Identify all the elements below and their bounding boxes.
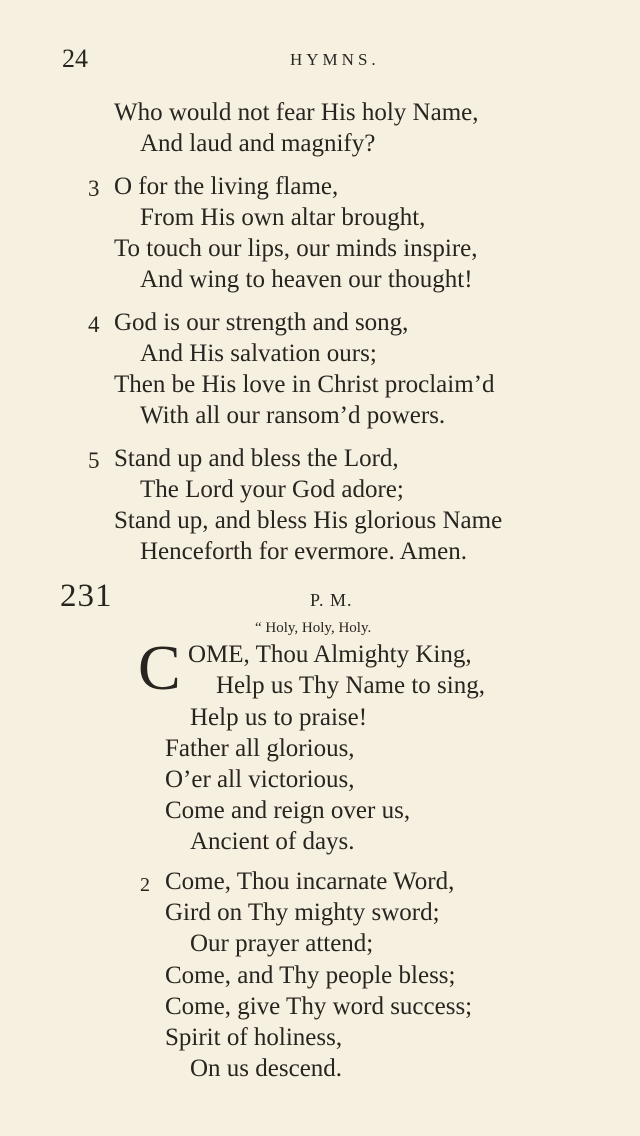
verse-line: To touch our lips, our minds inspire, [114, 235, 478, 262]
verse-line: And His salvation ours; [140, 340, 377, 367]
verse-line: Help us Thy Name to sing, [216, 672, 485, 699]
running-title: HYMNS. [290, 50, 380, 69]
verse-line: Come, and Thy people bless; [165, 962, 456, 989]
stanza-number: 4 [88, 312, 100, 337]
verse-line: Come and reign over us, [165, 797, 411, 824]
verse-line: The Lord your God adore; [140, 476, 404, 503]
verse-line: Then be His love in Christ proclaim’d [114, 371, 495, 398]
verse-line: And laud and magnify? [140, 130, 376, 157]
verse-line: O’er all victorious, [165, 766, 355, 793]
verse-line: Our prayer attend; [190, 930, 374, 957]
hymn-number: 231 [60, 578, 113, 614]
verse-line: OME, Thou Almighty King, [188, 641, 472, 668]
verse-line: On us descend. [190, 1055, 343, 1082]
verse-line: Spirit of holiness, [165, 1024, 343, 1051]
verse-line: And wing to heaven our thought! [140, 266, 473, 293]
verse-line: Who would not fear His holy Name, [114, 99, 479, 126]
verse-line: Gird on Thy mighty sword; [165, 899, 440, 926]
verse-line: Stand up, and bless His glorious Name [114, 507, 503, 534]
verse-line: Stand up and bless the Lord, [114, 445, 399, 472]
hymn-meter: P. M. [310, 590, 353, 610]
verse-line: With all our ransom’d powers. [140, 402, 446, 429]
verse-line: From His own altar brought, [140, 204, 426, 231]
verse-line: Come, Thou incarnate Word, [165, 868, 455, 895]
drop-cap: C [138, 632, 181, 703]
stanza-number: 5 [88, 448, 100, 473]
verse-line: God is our strength and song, [114, 309, 409, 336]
stanza-number: 2 [140, 874, 150, 896]
verse-line: Ancient of days. [190, 828, 355, 855]
verse-line: Father all glorious, [165, 735, 355, 762]
verse-line: Henceforth for evermore. Amen. [140, 538, 467, 565]
verse-line: O for the living flame, [114, 173, 339, 200]
verse-line: Help us to praise! [190, 704, 368, 731]
tune-name: “ Holy, Holy, Holy. [255, 620, 372, 636]
verse-line: Come, give Thy word success; [165, 993, 473, 1020]
stanza-number: 3 [88, 176, 100, 201]
page-number: 24 [62, 44, 88, 73]
